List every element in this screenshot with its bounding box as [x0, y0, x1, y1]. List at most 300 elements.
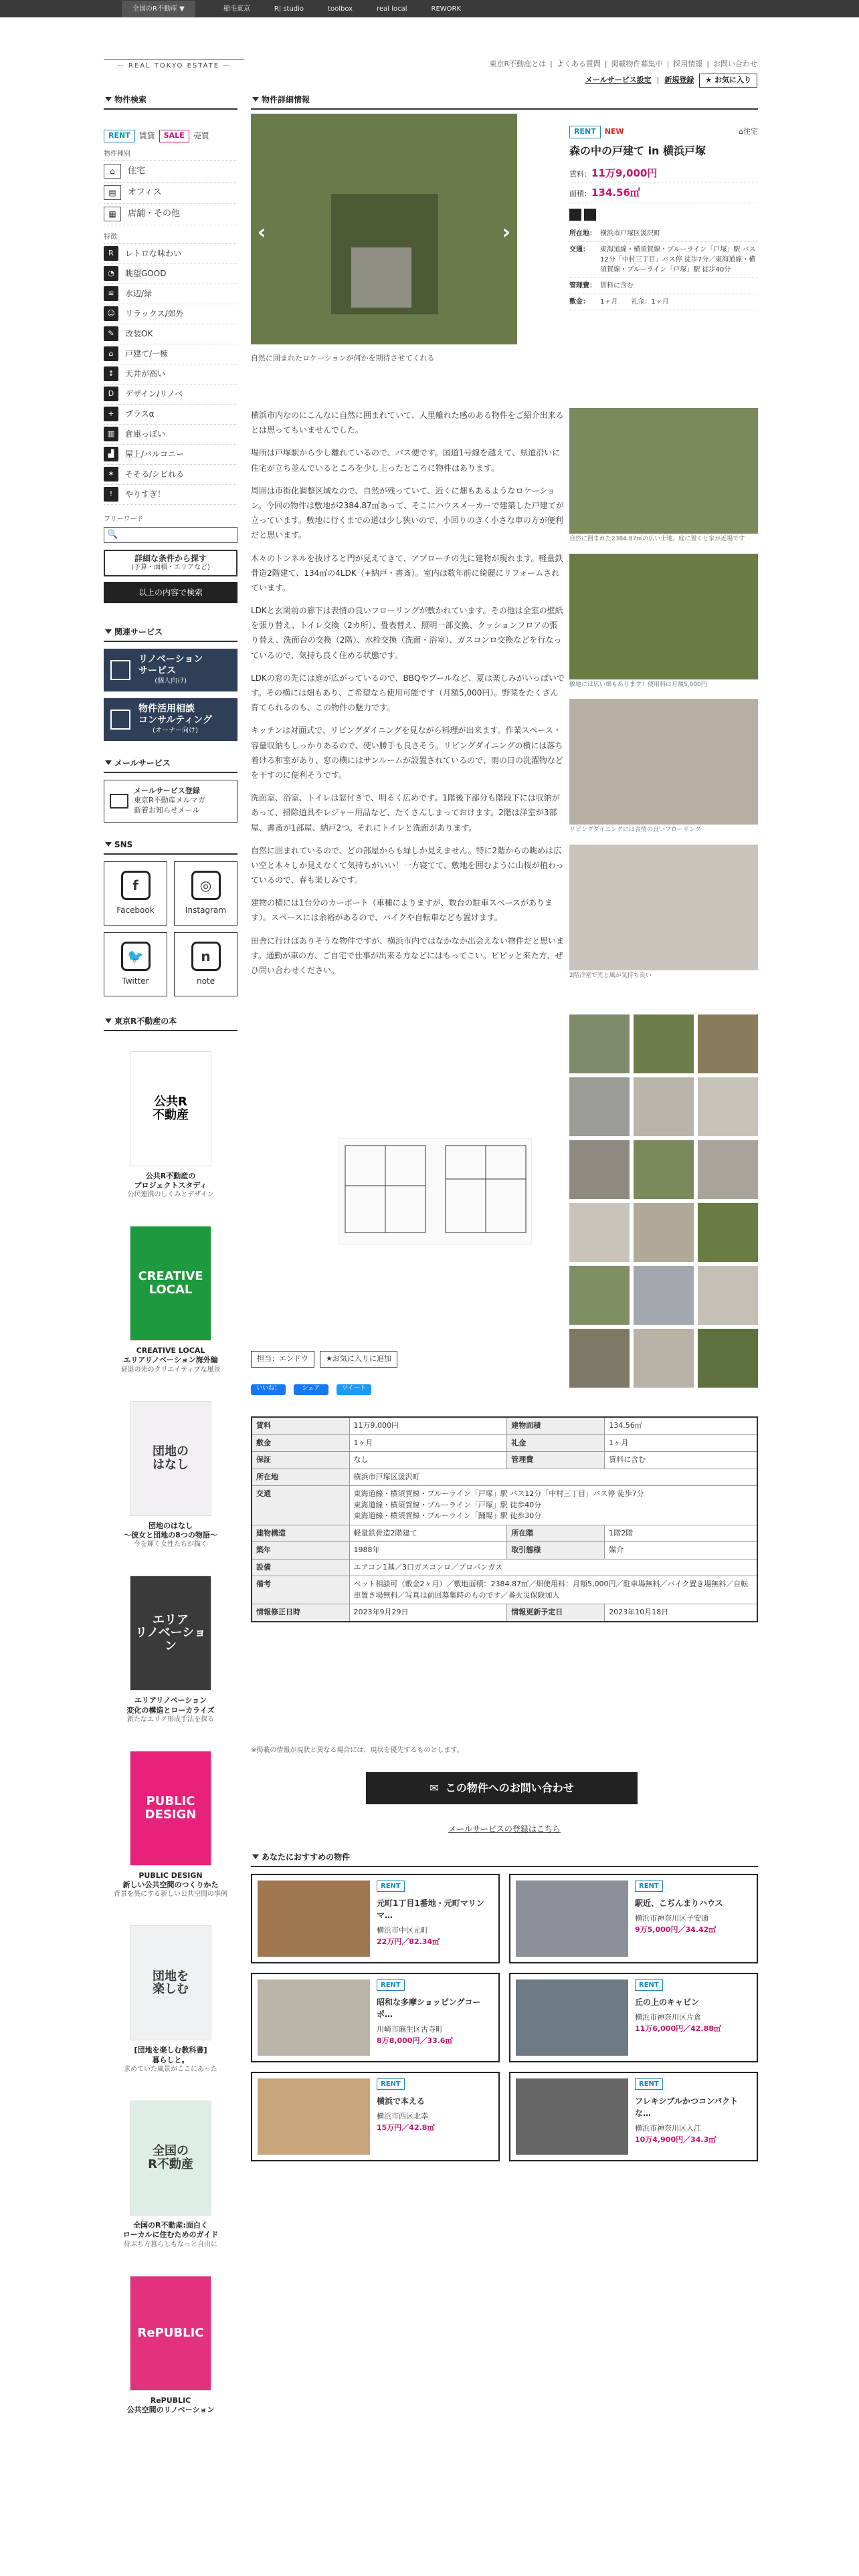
recommend-card[interactable] — [251, 2072, 500, 2161]
spec-row — [252, 1559, 757, 1576]
rent-badge: RENT — [569, 126, 601, 138]
type-icon: ▤ — [104, 185, 121, 200]
feature-icon: R — [104, 246, 118, 261]
feature-item[interactable] — [104, 465, 237, 485]
floor-plan[interactable] — [338, 1138, 532, 1245]
add-favorite-button[interactable]: ★お気に入りに追加 — [320, 1351, 397, 1368]
feature-icon: ▥ — [104, 427, 118, 441]
feature-item[interactable] — [104, 364, 237, 385]
feature-label: やりすぎ！ — [125, 490, 166, 499]
feature-item[interactable] — [104, 344, 237, 364]
book-item[interactable] — [104, 1576, 237, 1724]
spec-value: ペット相談可（敷金2ヶ月）／敷地面積：2384.87㎡／畑使用料：月額5,000円／駐車場無料／バイク置き場無料／自転車置き場無料／写真は前回募集時のものです／番火災保険加入 — [349, 1576, 757, 1604]
book-sub: 今を輝く女性たちが描く — [134, 1541, 207, 1549]
spec-key: 保証 — [252, 1452, 349, 1469]
thumbnail[interactable] — [569, 1140, 630, 1199]
book-item[interactable] — [104, 1925, 237, 2074]
recommend-image — [516, 2078, 628, 2155]
house-type-label: 住宅 — [743, 127, 758, 136]
spec-key: 情報更新予定日 — [507, 1604, 605, 1622]
spec-value: 11万9,000円 — [349, 1417, 507, 1434]
recommend-body — [377, 1979, 493, 2056]
share-button[interactable]: シェア — [294, 1384, 328, 1395]
type-label: 店舗・その他 — [128, 209, 181, 219]
thumbnail[interactable] — [569, 1266, 630, 1325]
recommend-title: 元町1丁目1番地・元町マリンマ… — [377, 1899, 484, 1920]
feature-item[interactable] — [104, 284, 237, 304]
recommend-image — [258, 1881, 370, 1957]
feature-label: 特徴 — [104, 232, 237, 244]
recommend-card[interactable] — [251, 1973, 500, 2062]
favorites-button[interactable]: ★ お気に入り — [699, 74, 757, 88]
search-icon: 🔍 — [107, 529, 118, 540]
detail-search-button[interactable] — [104, 550, 237, 576]
recommend-title: 昭和な多摩ショッピングコーポ… — [377, 1998, 481, 2019]
area-row-label: 面積： — [569, 189, 591, 199]
book-sub: 衰退の先のクリエイティブな風景 — [120, 1366, 221, 1374]
mail-service-link[interactable]: メールサービス設定 — [585, 76, 652, 84]
spec-row — [252, 1542, 757, 1560]
mail-box-sub: 東京R不動産メルマガ 新着お知らせメール — [134, 796, 205, 815]
info-kv-key: 交通： — [569, 245, 589, 253]
feature-label: そそる/シビれる — [125, 469, 185, 479]
book-sub: 待ぶち方暮らしもなっと自由に — [124, 2240, 217, 2248]
description-paragraph: 洗面室、浴室、トイレは窓付きで、明るく広めです。1階後下部分も階段下には収納があって、掃除道具やレジャー用品など、たくさんしまっておけます。2階は洋室が3部屋、書斎が1部屋、納戸2つ。それにトイレと洗面があります。 — [251, 793, 560, 833]
renovation-icon — [110, 660, 130, 680]
spec-key: 敷金 — [252, 1434, 349, 1452]
new-register-link[interactable]: 新規登録 — [664, 76, 694, 84]
recommend-location: 横浜市神奈川区入江 — [635, 2124, 701, 2133]
spec-row — [252, 1469, 757, 1486]
header-link-about[interactable]: 東京R不動産とは — [489, 60, 547, 68]
sns-note[interactable] — [174, 932, 237, 996]
feature-item[interactable] — [104, 304, 237, 324]
sale-label[interactable]: 売買 — [193, 131, 209, 141]
side-photos — [569, 408, 758, 990]
social-buttons — [251, 1384, 371, 1395]
recommend-title: あなたにおすすめの物件 — [251, 1851, 758, 1867]
consulting-icon — [110, 710, 130, 730]
spec-row — [252, 1452, 757, 1469]
type-item[interactable] — [104, 204, 237, 225]
spec-row — [252, 1604, 757, 1622]
thumbnail[interactable] — [634, 1203, 694, 1262]
book-title: 全国のR不動産:面白く ローカルに住むためのガイド — [122, 2221, 219, 2240]
feature-label: デザイン/リノベ — [125, 389, 183, 399]
side-photo-caption: 敷地には広い畑もあります！使用料は月額5,000円 — [569, 681, 707, 688]
thumbnail[interactable] — [698, 1266, 758, 1325]
info-kv-row — [569, 278, 758, 294]
spec-value: 1ヶ月 — [349, 1434, 507, 1452]
renovation-service[interactable] — [104, 649, 237, 691]
spec-value: 2023年10月18日 — [605, 1604, 757, 1622]
svc2-label: 物件活用相談 コンサルティング — [138, 703, 212, 726]
recommend-tag: RENT — [377, 1881, 405, 1892]
description — [251, 408, 565, 986]
feature-icon: + — [104, 407, 118, 421]
spec-value: 媒介 — [605, 1542, 757, 1560]
recommend-card[interactable] — [509, 1973, 758, 2062]
sns-grid — [104, 861, 237, 996]
recommend-tag: RENT — [377, 1979, 405, 1991]
thumbnail[interactable] — [634, 1266, 694, 1325]
book-cover: 公共R 不動産 — [130, 1051, 211, 1166]
side-photo-caption: 自然に囲まれた2384.87㎡の広い土地。庭に置くと家が近場です — [569, 536, 745, 542]
book-title: PUBLIC DESIGN 新しい公共空間のつくりかた — [122, 1870, 219, 1890]
feature-icon-house — [569, 209, 581, 221]
recommend-card[interactable] — [509, 2072, 758, 2161]
spec-key: 取引態様 — [507, 1542, 605, 1560]
recommend-title: 横浜で本える — [377, 2097, 425, 2106]
feature-list — [104, 244, 237, 505]
freeword-input[interactable] — [104, 527, 237, 543]
feature-label: 倉庫っぽい — [125, 429, 166, 439]
spec-row — [252, 1486, 757, 1525]
header-link-faq[interactable]: よくある質問 — [556, 60, 601, 68]
logo-sub: — REAL TOKYO ESTATE — — [104, 59, 244, 71]
sns-title: SNS — [104, 839, 237, 855]
book-item[interactable] — [104, 1226, 237, 1374]
recommend-title: 駅近、こぢんまりハウス — [635, 1899, 723, 1908]
topbar-item-2[interactable]: R| studio — [274, 5, 304, 13]
book-item[interactable] — [104, 1051, 237, 1200]
feature-icon: ☺ — [104, 306, 118, 321]
recommend-body — [635, 1881, 751, 1957]
header-buttons: メールサービス設定 | 新規登録 ★ お気に入り — [585, 74, 757, 88]
feature-label: 眺望GOOD — [125, 269, 167, 278]
book-sub: 背景を異にする新しい公共空間の事例 — [114, 1891, 227, 1899]
thumbnail[interactable] — [698, 1140, 758, 1199]
description-paragraph: 周囲は市街化調整区域なので、自然が残っていて、近くに畑もあるようなロケーション。今回の物件は敷地が2384.87㎡あって、そこにハウスメーカーで建築した戸建てが立っています。敷地に行くまでの道は少し狭いので、小回りのきく小さな車の方が便利だと思います。 — [251, 486, 564, 540]
sale-tag[interactable]: SALE — [159, 130, 189, 142]
side-photo[interactable] — [569, 699, 758, 825]
spec-key: 所在地 — [252, 1469, 349, 1486]
info-kv-list — [569, 226, 758, 310]
feature-icon: ⌂ — [104, 346, 118, 361]
header-link-contact[interactable]: お問い合わせ — [713, 60, 757, 68]
recommend-location: 横浜市中区元町 — [377, 1926, 428, 1935]
mail-icon — [110, 794, 128, 809]
rent-value: 11万9,000円 — [591, 167, 658, 179]
info-kv-row — [569, 294, 758, 310]
feature-icon: ≋ — [104, 286, 118, 301]
spec-value: 134.56㎡ — [605, 1417, 757, 1434]
gallery-next-icon[interactable]: › — [502, 221, 510, 244]
facebook-icon: f — [121, 871, 151, 900]
spec-key: 設備 — [252, 1559, 349, 1576]
feature-label: 戸建て/一棟 — [125, 349, 169, 358]
thumbnail[interactable] — [698, 1203, 758, 1262]
area-value: 134.56㎡ — [591, 187, 640, 199]
topbar-item-4[interactable]: real local — [377, 5, 407, 13]
books-title: 東京R不動産の本 — [104, 1015, 237, 1031]
sns-twitter[interactable] — [104, 932, 167, 996]
type-icon: ▦ — [104, 207, 121, 221]
info-kv-row — [569, 242, 758, 278]
svc1-sub: (個人向け) — [155, 677, 187, 685]
recommend-price: 8万8,000円／33.6㎡ — [377, 2036, 453, 2045]
recommend-tag: RENT — [377, 2078, 405, 2090]
book-sub: 新たなエリア形成手法を探る — [127, 1715, 214, 1723]
contact-label: この物件へのお問い合わせ — [445, 1782, 574, 1794]
header-link-recruit[interactable]: 採用情報 — [673, 60, 703, 68]
spec-note: ※掲載の情報が現状と異なる場合には、現状を優先するものとします。 — [251, 1747, 464, 1754]
envelope-icon: ✉ — [430, 1782, 439, 1794]
info-kv-value: 東海道線・横須賀線・ブルーライン「戸塚」駅 バス12分「中村三丁目」バス停 徒歩7分／東海道線・横須賀線・ブルーライン「戸塚」駅 徒歩40分 — [600, 245, 756, 274]
feature-label: 水辺/緑 — [125, 289, 153, 298]
sidebar — [104, 94, 237, 2442]
detail-btn-sub: (予算・面積・エリアなど) — [131, 563, 210, 571]
recommend-body — [635, 1979, 751, 2056]
thumbnail[interactable] — [634, 1077, 694, 1136]
description-paragraph: 自然に囲まれているので、どの部屋からも緑しか見えません。特に2階からの眺めは広い空と木々しか見えなくて気持ちがいい！一方寝てて、敷地を囲むように山桜が植わっているので、春も楽しみです。 — [251, 845, 564, 885]
spec-row — [252, 1525, 757, 1542]
info-kv-value: 賃料に含む — [600, 282, 634, 290]
contact-button[interactable] — [366, 1772, 638, 1804]
search-title: 物件検索 — [104, 94, 237, 110]
feature-item[interactable] — [104, 425, 237, 445]
recommend-body — [377, 1881, 493, 1957]
recommend-location: 川崎市麻生区古寺町 — [377, 2025, 443, 2034]
feature-icon: ↕ — [104, 366, 118, 381]
thumbnail[interactable] — [569, 1077, 630, 1136]
spec-value: 横浜市戸塚区汲沢町 — [349, 1469, 757, 1486]
svc2-sub: (オーナー向け) — [153, 726, 198, 734]
type-item[interactable] — [104, 183, 237, 204]
new-badge: NEW — [604, 127, 624, 136]
book-title: エリアリノベーション 変化の構造とローカライズ — [126, 1696, 215, 1715]
spec-value: 賃料に含む — [605, 1452, 757, 1469]
spec-key: 所在階 — [507, 1525, 605, 1542]
recommend-price: 11万6,000円／42.88㎡ — [635, 2024, 721, 2033]
info-kv-key: 管理費： — [569, 282, 596, 290]
book-title: RePUBLIC 公共空間のリノベーション — [126, 2395, 215, 2414]
staff-name: 担当：エンドウ — [251, 1351, 314, 1368]
book-cover: エリア リノベーション — [130, 1576, 211, 1691]
area-row — [569, 183, 758, 203]
spec-key: 建物構造 — [252, 1525, 349, 1542]
recommend-body — [635, 2078, 751, 2155]
book-title: 公共R不動産の プロジェクトスタディ — [134, 1171, 207, 1190]
like-button[interactable]: いいね！ — [251, 1384, 286, 1395]
detail-title: 物件詳細情報 — [251, 94, 758, 110]
description-paragraph: 場所は戸塚駅から少し離れているので、バス便です。国道1号線を越えて、県道沿いに住宅が立ち並んでいるところを少し上ったところに物件はあります。 — [251, 448, 561, 473]
header-links: 東京R不動産とは | よくある質問 | 掲載物件募集中 | 採用情報 | お問い合わせ — [489, 59, 757, 70]
feature-label: リラックス/郊外 — [125, 309, 184, 318]
type-icon: ⌂ — [104, 164, 121, 179]
rent-label[interactable]: 賃貸 — [138, 131, 155, 141]
photo-gallery — [251, 114, 517, 344]
feature-item[interactable] — [104, 405, 237, 425]
info-kv-value: 1ヶ月 礼金：1ヶ月 — [600, 298, 669, 306]
feature-item[interactable] — [104, 445, 237, 465]
thumbnail[interactable] — [634, 1014, 694, 1073]
topbar-item-3[interactable]: toolbox — [328, 5, 353, 13]
rent-row — [569, 164, 758, 184]
thumbnail[interactable] — [569, 1203, 630, 1262]
book-list — [104, 1038, 237, 2416]
thumbnail-grid — [569, 1014, 758, 1388]
recommend-section — [251, 1851, 758, 2161]
thumbnail[interactable] — [634, 1329, 694, 1388]
feature-label: プラスα — [125, 409, 155, 419]
recommend-image — [258, 1979, 370, 2056]
spec-key: 備考 — [252, 1576, 349, 1604]
book-cover: RePUBLIC — [130, 2276, 211, 2391]
book-item[interactable] — [104, 2276, 237, 2416]
side-photo-caption: リビングダイニングには表情の良いフローリング — [569, 827, 701, 833]
header — [0, 17, 859, 91]
spec-value: 東海道線・横須賀線・ブルーライン「戸塚」駅 バス12分「中村三丁目」バス停 徒歩7分 東海道線・横須賀線・ブルーライン「戸塚」駅 徒歩40分 東海道線・横須賀線・ブルーライン「踊場」駅 徒歩30分 — [349, 1486, 757, 1525]
spec-key: 賃料 — [252, 1417, 349, 1434]
freeword-label: フリーワード — [104, 515, 144, 523]
header-link-listing[interactable]: 掲載物件募集中 — [611, 60, 663, 68]
description-paragraph: LDKの窓の先には庭が広がっているので、BBQやプールなど、夏は楽しみがいっぱいです。その横には畑もあり、ご希望なら使用可能です（月額5,000円）。野菜をたくさん育てられるのも、この物件の魅力です。 — [251, 673, 565, 713]
recommend-card[interactable] — [251, 1874, 500, 1963]
spec-table — [251, 1416, 758, 1622]
type-item[interactable] — [104, 161, 237, 183]
spec-row — [252, 1576, 757, 1604]
book-title: CREATIVE LOCAL エリアリノベーション海外編 — [123, 1346, 218, 1365]
spec-value: なし — [349, 1452, 507, 1469]
main-content — [251, 94, 758, 2144]
floor-plan-drawing — [339, 1139, 533, 1246]
feature-item[interactable] — [104, 385, 237, 405]
spec-value: 1階2階 — [605, 1525, 757, 1542]
spec-value: エアコン1基／3口ガスコンロ／プロパンガス — [349, 1559, 757, 1576]
svc1-label: リノベーション サービス — [138, 653, 203, 677]
mail-register-link[interactable]: メールサービスの登録はこちら — [448, 1824, 561, 1834]
rent-row-label: 賃料： — [569, 169, 591, 179]
recommend-tag: RENT — [635, 1881, 663, 1892]
rent-tag[interactable]: RENT — [104, 130, 135, 142]
feature-label: 天井が高い — [125, 369, 166, 379]
feature-label: 屋上/バルコニー — [125, 449, 185, 459]
book-cover: PUBLIC DESIGN — [130, 1751, 211, 1866]
feature-item[interactable] — [104, 324, 237, 344]
sns-facebook[interactable] — [104, 861, 167, 926]
staff-row — [251, 1351, 397, 1368]
property-info — [569, 126, 758, 310]
book-cover: 団地の はなし — [130, 1401, 211, 1516]
info-kv-key: 敷金： — [569, 298, 589, 306]
sns-label: note — [196, 976, 215, 986]
spec-row — [252, 1434, 757, 1452]
sns-label: Twitter — [122, 976, 149, 986]
thumbnail[interactable] — [569, 1014, 630, 1073]
book-item[interactable] — [104, 2101, 237, 2249]
recommend-price: 22万円／82.34㎡ — [377, 1937, 440, 1946]
book-cover: 全国の R不動産 — [130, 2101, 211, 2216]
mail-title: メールサービス — [104, 757, 237, 773]
feature-item[interactable] — [104, 264, 237, 284]
thumbnail[interactable] — [698, 1329, 758, 1388]
side-photo[interactable] — [569, 845, 758, 970]
info-kv-key: 所在地： — [569, 229, 596, 237]
book-cover: CREATIVE LOCAL — [130, 1226, 211, 1341]
rent-sale-tabs — [104, 130, 237, 142]
type-list — [104, 161, 237, 225]
spec-key: 管理費 — [507, 1452, 605, 1469]
top-bar — [0, 0, 859, 17]
recommend-image — [258, 2078, 370, 2155]
type-label: オフィス — [128, 187, 162, 198]
book-item[interactable] — [104, 1401, 237, 1549]
book-title: 団地のはなし 〜彼女と団地の8つの物語〜 — [124, 1521, 217, 1539]
recommend-image — [516, 1979, 628, 2056]
spec-key: 礼金 — [507, 1434, 605, 1452]
thumbnail[interactable] — [634, 1140, 694, 1199]
spec-key: 築年 — [252, 1542, 349, 1560]
recommend-price: 15万円／42.8㎡ — [377, 2123, 435, 2132]
topbar-item-1[interactable]: 稲毛東京 — [223, 5, 250, 13]
recommend-price: 10万4,900円／34.3㎡ — [635, 2135, 717, 2144]
tweet-button[interactable]: ツイート — [337, 1384, 371, 1395]
thumbnail[interactable] — [569, 1329, 630, 1388]
feature-item[interactable] — [104, 244, 237, 264]
feature-icon-green — [584, 209, 596, 221]
feature-icon: ✶ — [104, 467, 118, 481]
recommend-card[interactable] — [509, 1874, 758, 1963]
thumbnail[interactable] — [698, 1014, 758, 1073]
recommend-tag: RENT — [635, 1979, 663, 1991]
site-logo[interactable] — [104, 56, 244, 71]
type-label: 物件種別 — [104, 149, 237, 161]
spec-value: 軽量鉄骨造2階建て — [349, 1525, 507, 1542]
spec-row — [252, 1417, 757, 1434]
topbar-item-0[interactable]: 全国のR不動産 ▼ — [122, 1, 195, 17]
book-item[interactable] — [104, 1751, 237, 1899]
recommend-title: フレキシブルかつコンパクトな… — [635, 2097, 739, 2118]
property-title: 森の中の戸建て in 横浜戸塚 — [569, 144, 706, 157]
recommend-body — [377, 2078, 493, 2155]
feature-icon: ◔ — [104, 266, 118, 281]
detail-btn-label: 詳細な条件から探す — [134, 554, 207, 564]
spec-value: 2023年9月29日 — [349, 1604, 507, 1622]
description-paragraph: 横浜市内なのにこんなに自然に囲まれていて、人里離れた感のある物件をご紹介出来るとは思ってもいませんでした。 — [251, 411, 564, 435]
side-photo[interactable] — [569, 408, 758, 534]
search-submit-button[interactable]: 以上の内容で検索 — [104, 582, 237, 603]
consulting-service[interactable] — [104, 698, 237, 741]
house-type — [739, 126, 758, 138]
topbar-item-5[interactable]: REWORK — [431, 5, 462, 13]
thumbnail[interactable] — [698, 1077, 758, 1136]
house-icon: ⌂ — [739, 127, 743, 136]
recommend-tag: RENT — [635, 2078, 663, 2090]
description-paragraph: キッチンは対面式で、リビングダイニングを見ながら料理が出来ます。作業スペース・容量収納もしっかりあるので、使い勝手も良さそう。リビングダイニングの横には落ち着ける和室があり、窓の横にはサンルームが設置されているので、雨の日の洗濯物などを干すのに便利そうです。 — [251, 726, 563, 780]
book-sub: 公民連携のしくみとデザイン — [127, 1191, 214, 1199]
note-icon: n — [191, 942, 221, 971]
sns-label: Instagram — [185, 905, 227, 915]
feature-label: レトロな味わい — [125, 249, 182, 258]
twitter-icon: 🐦 — [121, 942, 151, 971]
feature-icon: ▟ — [104, 447, 118, 461]
side-photo[interactable] — [569, 554, 758, 679]
feature-icons — [569, 209, 758, 221]
feature-icon: D — [104, 387, 118, 401]
gallery-caption: 自然に囲まれたロケーションが何かを期待させてくれる — [251, 354, 435, 362]
feature-item[interactable] — [104, 485, 237, 505]
type-label: 住宅 — [128, 166, 146, 177]
sns-instagram[interactable] — [174, 861, 237, 926]
spec-key: 交通 — [252, 1486, 349, 1525]
description-paragraph: 建物の横には1台分のカーポート（車種によりますが、数台の駐車スペースがあります）。スペースには余裕があるので、バイクや自転車なども置けます。 — [251, 898, 553, 923]
recommend-title: 丘の上のキャビン — [635, 1998, 700, 2007]
gallery-prev-icon[interactable]: ‹ — [258, 221, 266, 244]
recommend-image — [516, 1881, 628, 1957]
mail-service-box[interactable] — [104, 780, 237, 823]
description-paragraph: 木々のトンネルを抜けると門が見えてきて、アプローチの先に建物が現れます。軽量鉄骨造2階建て、134㎡の4LDK（+納戸・書斎）。室内は数年前に綺麗にリフォームされています。 — [251, 553, 563, 593]
